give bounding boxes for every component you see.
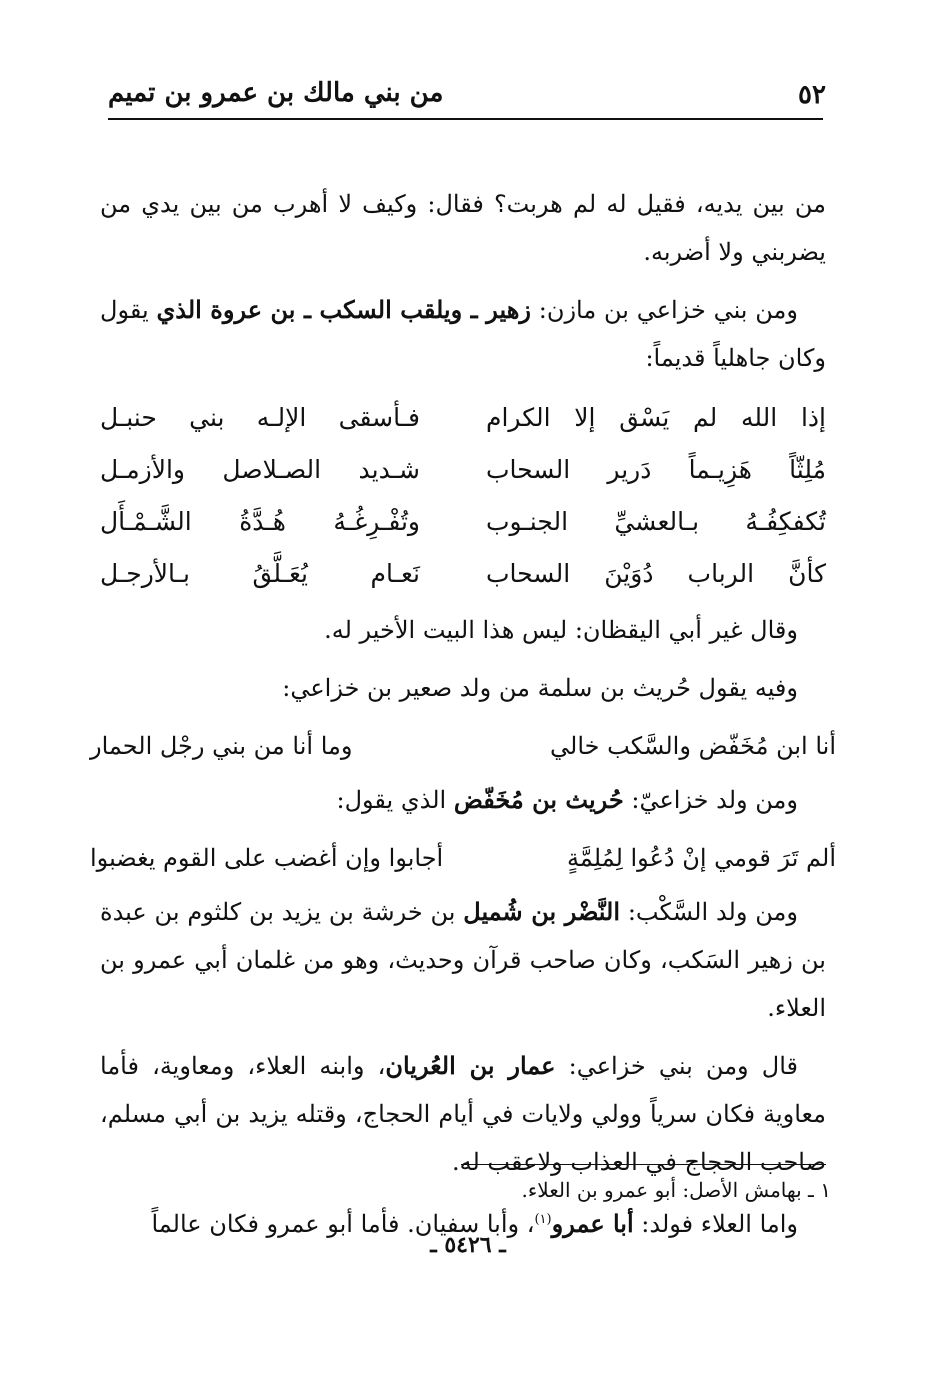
poem-verse: [100, 548, 826, 600]
paragraph-2-rest: يقول وكان جاهلياً قديماً:: [100, 296, 826, 372]
header-rule: [108, 118, 823, 120]
paragraph-5-intro: ومن ولد خزاعيّ:: [623, 786, 798, 814]
footnote: ١ ـ بهامش الأصل: أبو عمرو بن العلاء.: [521, 1178, 831, 1202]
paragraph-7-name: عمار بن العُريان: [385, 1051, 556, 1080]
verse-second-hemistich: نَعـام يُعَـلَّقُ بـالأرجـل: [100, 559, 420, 588]
paragraph-2-name: زهير ـ ويلقب السكب ـ بن عروة الذي: [156, 295, 531, 324]
paragraph-3: وقال غير أبي اليقظان: ليس هذا البيت الأخير له.: [324, 616, 798, 644]
paragraph-6-name: النَّضْر بن شُميل: [463, 897, 620, 926]
footnote-marker: (١): [534, 1212, 552, 1227]
footnote-rule: [461, 1164, 826, 1165]
verse-2-first-hemistich: أنا ابن مُخَفّض والسَّكب خالي: [550, 732, 836, 760]
verse-second-hemistich: شـديد الصـلاصل والأزمـل: [100, 455, 420, 484]
page-header: [108, 70, 826, 120]
paragraph-8-name: أبا عمرو: [551, 1209, 634, 1238]
verse-2-second-hemistich: وما أنا من بني رجْل الحمار: [90, 732, 353, 760]
paragraph-7-rest: ، وابنه العلاء، ومعاوية، فأما معاوية فكان سرياً وولي ولايات في أيام الحجاج، وقتله يزيد بن أبي مسلم، صاحب الحجاج في العذاب ولاعقب له.: [100, 1052, 826, 1176]
verse-3-second-hemistich: أجابوا وإن أغضب على القوم يغضبوا: [90, 844, 444, 872]
poem: [100, 392, 826, 600]
page-body: [90, 180, 836, 1258]
verse-2: [90, 722, 836, 770]
verse-3-first-hemistich: ألم تَرَ قومي إنْ دُعُوا لِمُلِمَّةٍ: [567, 844, 836, 872]
paragraph-8-rest: ، وأبا سفيان. فأما أبو عمرو فكان عالماً: [151, 1210, 535, 1238]
paragraph-7-intro: قال ومن بني خزاعي:: [555, 1052, 798, 1080]
paragraph-1: من بين يديه، فقيل له لم هربت؟ فقال: وكيف لا أهرب من بين يدي من يضربني ولا أضربه.: [100, 190, 826, 266]
paragraph-4: وفيه يقول حُريث بن سلمة من ولد صعير بن خزاعي:: [282, 674, 798, 702]
verse-second-hemistich: وتُفْـرِغُـهُ هُـدَّةُ الشَّـمْـأَل: [100, 507, 420, 536]
running-title: من بني مالك بن عمرو بن تميم: [108, 78, 444, 108]
poem-verse: [100, 496, 826, 548]
paragraph-6-intro: ومن ولد السَّكْب:: [620, 898, 798, 926]
verse-first-hemistich: مُلِثّاً هَزِيـماً دَرير السحاب: [486, 455, 826, 484]
page-footer-number: ـ ٥٤٢٦ ـ: [430, 1232, 506, 1258]
poem-verse: [100, 444, 826, 496]
verse-3: [90, 834, 836, 882]
verse-second-hemistich: فـأسقى الإلـه بني حنبـل: [100, 403, 420, 432]
verse-first-hemistich: تُكفكِفُـهُ بـالعشيِّ الجنـوب: [486, 507, 826, 536]
paragraph-2: [100, 286, 826, 382]
paragraph-5: [100, 776, 826, 824]
page-number: ٥٢: [798, 80, 826, 110]
paragraph-8-intro: واما العلاء فولد:: [633, 1210, 798, 1238]
paragraph-2-intro: ومن بني خزاعي بن مازن:: [530, 296, 798, 324]
paragraph-5-rest: الذي يقول:: [336, 786, 454, 814]
poem-verse: [100, 392, 826, 444]
paragraph-6: [100, 888, 826, 1032]
verse-first-hemistich: إذا الله لم يَسْق إلا الكرام: [486, 403, 826, 432]
verse-first-hemistich: كأنَّ الرباب دُوَيْنَ السحاب: [486, 559, 826, 588]
paragraph-6-rest: بن خرشة بن يزيد بن كلثوم بن عبدة بن زهير السَكب، وكان صاحب قرآن وحديث، وهو من غلمان أبي عمرو بن العلاء.: [100, 898, 826, 1022]
paragraph-5-name: حُريث بن مُخَفّض: [453, 785, 624, 814]
